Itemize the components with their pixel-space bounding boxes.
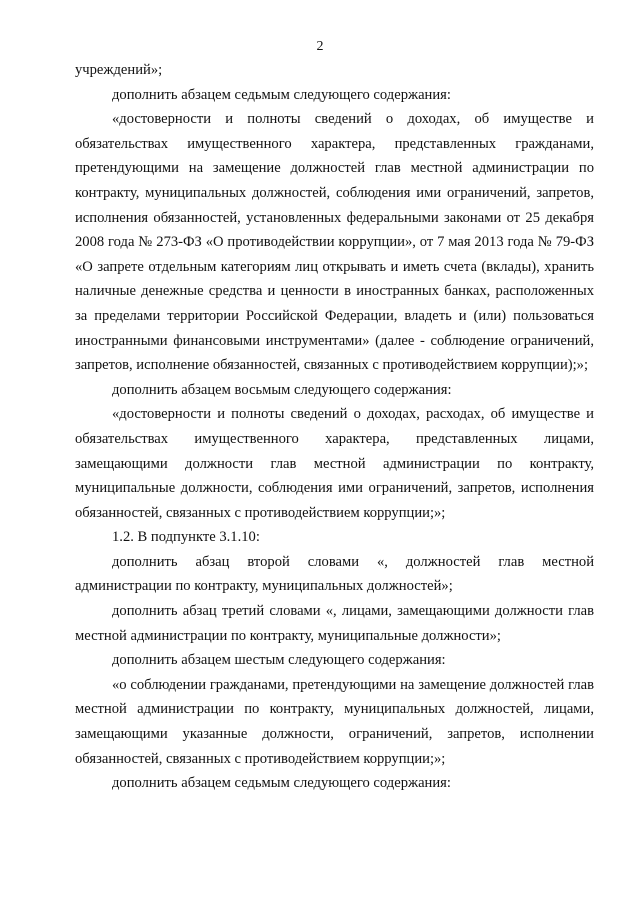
document-body [75,58,594,796]
paragraph-1: учреждений»; [75,62,163,78]
paragraph-3: «достоверности и полноты сведений о доходах, об имуществе и обязательствах имущественного характера, представленных гражданами, претендующими на замещение должностей глав местной администрации по контракту, муниципальных должностей, соблюдения ими ограничений, запретов, исполнения обязанностей, установленных федеральными законами от 25 декабря 2008 года № 273-ФЗ «О противодействии коррупции», от 7 мая 2013 года № 79-ФЗ «О запрете отдельным категориям лиц открывать и иметь счета (вклады), хранить наличные денежные средства и ценности в иностранных банках, расположенных за пределами территории Российской Федерации, владеть и (или) пользоваться иностранными финансовыми инструментами» (далее - соблюдение ограничений, запретов, исполнение обязанностей, связанных с противодействием коррупции);»; [75,111,594,374]
paragraph-2: дополнить абзацем седьмым следующего содержания: [112,86,451,103]
paragraph-4: дополнить абзацем восьмым следующего содержания: [112,381,452,398]
paragraph-5: «достоверности и полноты сведений о доходах, расходах, об имуществе и обязательствах имущественного характера, представленных лицами, замещающими должности глав местной администрации по контракту, муниципальные должности, соблюдения ими ограничений, запретов, исполнения обязанностей, связанных с противодействием коррупции;»; [75,406,594,521]
paragraph-6: 1.2. В подпункте 3.1.10: [112,529,260,546]
page-number: 2 [316,39,324,54]
paragraph-10: «о соблюдении гражданами, претендующими на замещение должностей глав местной администрации по контракту, муниципальных должностей, лицами, замещающими указанные должности, ограничений, запретов, исполнении обязанностей, связанных с противодействием коррупции;»; [75,676,594,767]
paragraph-9: дополнить абзацем шестым следующего содержания: [112,652,446,669]
paragraph-7: дополнить абзац второй словами «, должностей глав местной администрации по контракту, муниципальных должностей»; [75,553,594,595]
paragraph-8: дополнить абзац третий словами «, лицами, замещающими должности глав местной администрации по контракту, муниципальные должности»; [75,603,594,644]
paragraph-11: дополнить абзацем седьмым следующего содержания: [112,775,451,792]
